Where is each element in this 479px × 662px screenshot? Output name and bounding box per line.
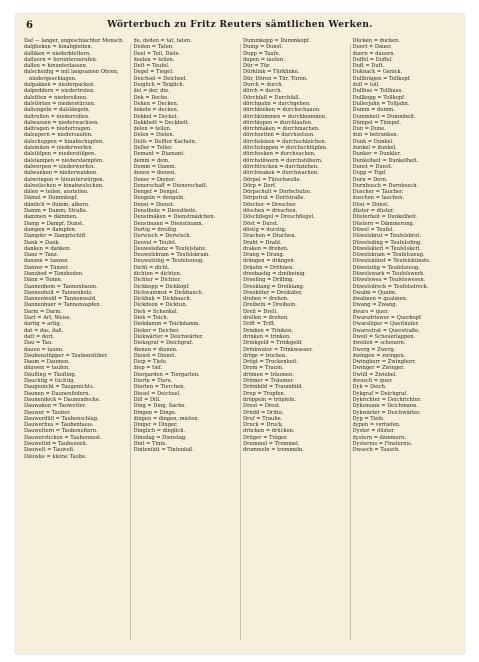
dictionary-entry: dalliken = niederklettern. [24,50,91,57]
dictionary-entry: dörchmaken = durchmachen. [243,126,320,133]
dictionary-entry: Dyksmann = Deichmann. [352,403,419,410]
dictionary-entry: Düwelsdreck = Teufelsdreck. [352,283,429,290]
dictionary-entry: Dämel = Dummkopf. [24,195,78,202]
dictionary-entry: Durnbusch = Dornbusch. [352,182,419,189]
dictionary-entry: Dauwersticken = Taubennest. [24,434,102,441]
dictionary-entry: Draht = Draht. [243,239,282,246]
dictionary-entry: drehen = drehen. [243,296,289,303]
dictionary-entry: drellen = drehen. [243,315,289,322]
dictionary-entry: dalstülpen = niederstülpen. [24,151,96,158]
dictionary-entry: dwars = quer. [352,308,389,315]
dictionary-entry: Dinger = Dinger. [133,422,178,429]
dictionary-entry: dweilen = scheuern. [352,340,406,347]
dictionary-entry: Dierten = Tierchen. [133,384,186,391]
dictionary-page [16,14,464,654]
dictionary-entry: Drüger = Träger. [243,434,288,441]
dictionary-entry: Deller = Teller. [133,145,173,152]
dictionary-entry: Däuwke = kleine Taube. [24,453,87,460]
dictionary-entry: Daf — langer, ungeschlachter Mensch. [24,38,125,44]
dictionary-entry: deelen = teilen. [133,56,175,63]
dictionary-entry: Dyk = Deich. [352,384,387,391]
dictionary-entry: Düwelskierl = Teufelskerl. [352,245,422,252]
dictionary-entry: Dannenbom = Tannenbaum. [24,283,98,290]
dictionary-entry: dekeln = decken. [133,107,179,114]
dictionary-entry: dalstampen = niederstampfen. [24,157,104,164]
dictionary-entry: Dampfer = Dampfschiff. [24,233,87,240]
column-4 [353,38,457,648]
dictionary-entry: Dieh = Schenkel. [133,308,179,315]
dictionary-entry: Denstbote = Dienstbote. [133,208,198,215]
dictionary-entry: Dauweltern = Taubeneltern. [24,428,98,435]
dictionary-entry: Düwelsding = Teufelsding. [352,239,422,246]
dictionary-entry: dienen = dienen. [133,346,178,353]
dictionary-entry: denen = dienen. [133,170,176,177]
dictionary-entry: dat = das, daß. [24,327,64,334]
dictionary-entry: Dieksgraf = Deichgraf. [133,340,193,347]
dictionary-entry: dystern = dämmern. [352,434,406,441]
dictionary-entry: Durch = durch. [243,82,284,89]
dictionary-entry: dingen = dingen, mieten. [133,415,200,422]
dictionary-entry: dalsitten = niedersitzen. [24,94,88,101]
dictionary-entry: Diep = Tiefe. [133,359,168,366]
dictionary-entry: danzen = tanzen. [24,258,70,265]
dictionary-entry: Dyster = düster. [352,428,395,435]
dictionary-entry: Dank = Dank. [24,239,61,246]
dictionary-entry: dypen = vertiefen. [352,422,401,429]
dictionary-entry: Dykwärter = Deichwärter. [352,409,421,416]
dictionary-entry: Düstern = Dämmerung. [352,220,415,227]
dictionary-entry: Dauwerhus = Taubenhaus. [24,422,94,429]
dictionary-entry: Dill = Dill. [133,396,161,403]
dictionary-entry: Dickdoon = Dicktun. [133,302,188,309]
dictionary-entry: Dintenfatt = Tintenfaß. [133,447,194,454]
dictionary-entry: dauen = tauen. [24,346,64,353]
dictionary-entry: düster = düster. [352,208,395,215]
dictionary-entry: Dänn = Tenne. [24,277,63,284]
dictionary-entry: dalpakken = niederpacken. [24,82,95,89]
dictionary-entry: Dertig = dreißig. [133,226,178,233]
dictionary-entry: Dörpstrat = Dorfstraße. [243,195,306,202]
dictionary-entry: Düwelstüg = Teufelszeug. [352,264,420,271]
dictionary-entry: Denerschaft = Dienerschaft. [133,182,208,189]
dictionary-entry: Dener = Diener. [133,176,176,183]
dictionary-entry: dörchkieken = durchschauen. [243,107,321,114]
dictionary-entry: Drögt = Trockenheit. [243,359,299,366]
dictionary-entry: Dickbuk = Dickbauch. [133,296,192,303]
dictionary-entry: Duft = Duft. [352,63,385,70]
dictionary-entry: Düwelskünst = Teufelskünste. [352,258,431,265]
dictionary-entry: Dräuhn = Dröhnen. [243,264,294,271]
dictionary-entry: Danzbod = Tanzboden. [24,270,84,277]
dictionary-entry: Dyp = Tiefe. [352,415,385,422]
dictionary-entry: Drinkgeld = Trinkgeld. [243,340,303,347]
dictionary-entry: Daum = Daumen. [24,359,70,366]
dictionary-entry: Dau = Tau. [24,340,53,347]
dictionary-entry: Deken = Decken. [133,100,179,107]
dictionary-entry: Durn = Dorn. [352,176,388,183]
dictionary-entry: dreebastig = dreibeinig. [243,270,307,277]
dictionary-entry: dalluern = herunterzurufen. [24,56,98,63]
dictionary-entry: dörchsleken = durchschleichen. [243,138,327,145]
dictionary-entry: dwalmen = qualmen. [352,296,408,303]
column-1 [24,38,128,648]
running-title: Wörterbuch zu Fritz Reuters sämtlichen Werken. [107,20,373,30]
dictionary-entry: dartig = artig. [24,321,62,328]
dictionary-entry: Dücken = ducken. [352,38,401,44]
dictionary-entry: dörchtrecken = durchziehen. [243,163,319,170]
dictionary-entry: Dysternis = Finsternis. [352,441,413,447]
dictionary-entry: dörchkümmen = durchkommen. [243,113,327,120]
dictionary-entry: Dierte = Tiere. [133,378,173,385]
dictionary-entry: dalwerpen = niederwerfen. [24,163,96,170]
dictionary-entry: Dweil = Scheuerlappen. [352,333,416,340]
dictionary-entry: duern = dauern. [352,50,396,57]
dictionary-entry: Dauwerdüll = Taubenschlag. [24,415,99,422]
dictionary-entry: dei = der, die. [133,88,170,95]
dictionary-entry: dalsupern = niedersaufen. [24,132,93,139]
dictionary-entry: Dunkelheit = Dunkelheit. [352,157,419,164]
dictionary-entry: Dummkopp = Dummkopf. [243,38,310,44]
dictionary-entry: Dingen = Dinge. [133,409,177,416]
dictionary-entry: Derwisch = Derwisch. [133,233,192,240]
dictionary-entry: däuwen = taufen. [24,365,70,372]
dictionary-entry: Dwerg = Zwerg. [352,346,396,353]
column-3 [243,38,347,648]
dictionary-entry: Dauwelt = Tauwelt. [24,447,75,454]
dictionary-entry: Dykgraf = Deichgraf. [352,390,408,397]
dictionary-entry: dalpeddern = niedertreten. [24,88,96,95]
dictionary-entry: Dieker = Deicher. [133,327,180,334]
dictionary-entry: Dümpel = Tümpel. [352,119,402,126]
dictionary-entry: Dupp = Topf. [352,170,387,177]
dictionary-entry: de, deden = tat, taten. [133,38,192,44]
dictionary-entry: Düwelswes = Teufelswesen. [352,277,426,284]
dictionary-entry: Duknack = Genick. [352,69,403,76]
dictionary-entry: Dwüll = Zwiebel. [352,371,398,378]
dictionary-entry: Duscher = Taucher. [352,189,404,196]
dictionary-entry: Drift = Trift. [243,321,276,328]
dictionary-entry: dörchsoken = durchsuchen. [243,151,316,158]
dictionary-entry: Döst = Durst. [243,220,279,227]
dictionary-entry: Drüdd = Dritte. [243,409,284,416]
dictionary-entry: dälen = teilen, austeilen. [24,189,89,196]
dictionary-entry: Dickwammst = Dickbauch. [133,289,204,296]
dictionary-entry: Drang = Drang. [243,252,285,259]
dictionary-entry: Danzer = Tänzer. [24,264,69,271]
dictionary-entry: dwusch = quer. [352,378,393,385]
dictionary-entry: Drachen = Drachen. [243,233,297,240]
dictionary-entry: Delfs = Delfter Kacheln. [133,138,197,145]
dictionary-entry: Dörpschult = Dorfschulze. [243,189,312,196]
dictionary-entry: Drinken = Trinken. [243,327,294,334]
dictionary-entry: Dicht = dicht. [133,264,170,271]
dictionary-entry: Degel = Tiegel. [133,69,174,76]
dictionary-entry: drücken = drücken. [243,428,295,435]
dictionary-entry: dammen = dämmen. [24,214,78,221]
dictionary-entry: dörchgahn = durchgehen. [243,100,311,107]
dictionary-entry: Döschflegel = Dreschflegel. [243,214,315,221]
dictionary-entry: Dür = Tür. [243,63,271,70]
dictionary-entry: Damm = Damm, Straße. [24,208,88,215]
dictionary-entry: dalwelschen = hinabwelschen. [24,182,104,189]
dictionary-entry: Dörp = Dorf. [243,182,277,189]
dictionary-entry: Düwel = Teufel. [352,226,394,233]
dictionary-entry: Dunk = Dunkel. [352,138,394,145]
dictionary-entry: Dullkopp = Tollkopf. [352,94,406,101]
dictionary-entry: Dwinger = Zwinger. [352,365,405,372]
dictionary-entry: dörchsetten = durchsetzen. [243,132,315,139]
dictionary-entry: dallen = hinunterlassen. [24,63,88,70]
dictionary-entry: dalwanken = niederwanken. [24,170,98,177]
dictionary-entry: Duffel = Duffel. [352,56,393,63]
dictionary-entry: Ding = Ding, Sache. [133,403,187,410]
dictionary-entry: döstig = durstig. [243,226,287,233]
dictionary-entry: Dannenbuer = Tannenzapfen. [24,302,102,309]
dictionary-entry: dröge = trocken. [243,352,287,359]
dictionary-entry: dull = toll. [352,82,380,89]
dictionary-entry: dörchstöwern = durchstöbern. [243,157,323,164]
dictionary-entry: Daubenstüpper = Taubenstüber. [24,352,108,359]
dictionary-entry: Deuvel = Teufel. [133,239,177,246]
dictionary-entry: Deuwelstüg = Teufelszeug. [133,258,204,265]
dictionary-entry: Drömbild = Traumbild. [243,384,304,391]
dictionary-entry: Dek = Decke. [133,94,169,101]
dictionary-entry: Drinkwater = Trinkwasser. [243,346,313,353]
dictionary-entry: Dullerjahn = Tolljahn. [352,100,410,107]
dictionary-entry: Dreibein = Dreibein. [243,302,297,309]
dictionary-entry: Demm = Damm. [133,163,177,170]
dictionary-entry: Demant = Diamant. [133,151,185,158]
dictionary-entry: datt = dort. [24,333,55,340]
dictionary-entry: Dannenholt = Tannenholz. [24,289,93,296]
dictionary-entry: duschen = tauchen. [352,195,405,202]
dictionary-entry: Dwarsdriewer = Querkopf. [352,315,423,322]
dictionary-entry: Darm = Darm. [24,308,62,315]
dictionary-entry: Dwarslöper = Querläufer. [352,321,420,328]
dictionary-entry: Denstmann = Dienstmann. [133,220,204,227]
dictionary-entry: Döscher = Drescher. [243,201,297,208]
dictionary-entry: Dreeklang = Dreiklang. [243,283,305,290]
dictionary-entry: draken = drehen. [243,245,289,252]
dictionary-entry: Daunendeck = Daunendecke. [24,396,101,403]
dictionary-entry: Deichsel = Deichsel. [133,75,187,82]
dictionary-entry: Daugenicht = Taugenichts. [24,384,95,391]
dictionary-entry: drinken = trinken. [243,333,291,340]
dictionary-entry: Dörpel = Türschwelle. [243,176,302,183]
dictionary-entry: Düwelsbrut = Teufelsbrut. [352,233,422,240]
dictionary-entry: Delen = Dielen. [133,132,175,139]
dictionary-entry: Dwingherr = Zwingherr. [352,359,417,366]
dictionary-entry: Duert = Dauer. [352,44,392,51]
dictionary-entry: dichten = dichten. [133,270,182,277]
dictionary-entry: Dwarsstrat = Querstraße. [352,327,420,334]
dictionary-entry: Dekkbett = Deckbett. [133,119,190,126]
dictionary-entry: dampen = dampfen. [24,226,77,233]
dictionary-entry: Deuwelskram = Teufelskram. [133,252,210,259]
dictionary-entry: Dannenwold = Tannenwald. [24,296,97,303]
dictionary-entry: Düwelskram = Teufelszeug. [352,252,425,259]
dictionary-entry: dörchsluppen = durchschlüpfen. [243,145,328,152]
dictionary-entry: Dekkel = Deckel. [133,113,179,120]
dictionary-entry: Dunker = Dunkler. [352,151,402,158]
dictionary-entry: demm = dem. [133,157,170,164]
dictionary-entry: Dinsdag = Dienstag. [133,434,187,441]
dictionary-entry: dalglieken = hinabgleiten. [24,44,93,51]
dictionary-entry: daltragen = niedertragen. [24,126,92,133]
dictionary-entry: Dickkopp = Dickkopf. [133,283,190,290]
dictionary-entry: Düst = Dunst. [352,201,389,208]
dictionary-entry: dunkel = dunkel. [352,145,397,152]
dictionary-entry: Deden = Taten. [133,44,174,51]
dictionary-entry: Dienst = Dienst. [133,352,176,359]
dictionary-entry: Dullbrägen = Tollkopf. [352,75,411,82]
dictionary-entry: dalscheidig = mit langsamen Ohren, niedergeschlagen. [24,69,119,82]
dictionary-entry: Dwalm = Qualm. [352,289,397,296]
dictionary-entry: Denstmäken = Dienstmädchen. [133,214,216,221]
dictionary-entry: dröppeln = tröpfeln. [243,396,296,403]
dictionary-entry: dun = betrunken. [352,132,399,139]
dictionary-entry: Dürklink = Türklinke. [243,69,300,76]
dictionary-entry: Dreeling = Drilling. [243,277,295,284]
dictionary-entry: Dengel = Dengel. [133,189,180,196]
dictionary-entry: Drummel = Trommel. [243,441,300,447]
dictionary-entry: dörch = durch. [243,88,283,95]
column-2 [134,38,238,648]
dictionary-entry: Drop = Tropfen. [243,390,286,397]
dictionary-entry: Drost = Drost. [243,403,281,410]
dictionary-entry: Dwang = Zwang. [352,302,398,309]
dictionary-entry: Dauwaken = Tauwetter. [24,403,86,410]
dictionary-entry: Dykrichter = Deichrichter. [352,396,422,403]
page-number: 6 [26,20,33,31]
dictionary-entry: Damp = Dampf, Dunst. [24,220,84,227]
dictionary-entry: Drom = Traum. [243,365,284,372]
dictionary-entry: Dinglich = dinglich. [133,428,186,435]
dictionary-entry: drängen = drängen. [243,258,296,265]
dictionary-entry: Düsterheit = Dunkelheit. [352,214,418,221]
dictionary-entry: Druck = Druck. [243,422,284,429]
dictionary-entry: Dunst = Dunst. [352,163,393,170]
dictionary-entry: Drell = Drell. [243,308,278,315]
dictionary-entry: Dun = Dune. [352,126,386,133]
dictionary-entry: daltrollen = niederrollen. [24,113,90,120]
dictionary-entry: Denst = Dienst. [133,201,175,208]
dictionary-entry: dörchlopen = durchlaufen. [243,119,313,126]
dictionary-entry: Diek = Teich. [133,315,169,322]
dictionary-entry: dalschuppen = hinabschupfen. [24,138,104,145]
dictionary-entry: dalwassen = niederwachsen. [24,119,100,126]
dictionary-entry: Daunen = Daunenfedern. [24,390,90,397]
dictionary-entry: Dint = Tinte. [133,441,168,447]
dictionary-entry: döschen = dreschen. [243,208,298,215]
dictionary-entry: dalsmiten = niederwerfen. [24,145,94,152]
dictionary-entry: Deel = Teil, Diele. [133,50,181,57]
dictionary-entry: Dauwer = Tauber. [24,409,71,416]
dictionary-entry: Dart = Art, Weise. [24,315,72,322]
dictionary-entry: Dür, Dören = Tür, Türen. [243,75,308,82]
dictionary-entry: Dengeln = dengeln. [133,195,185,202]
dictionary-entry: Dumm = dumm. [352,107,395,114]
dictionary-entry: Düwelswark = Teufelswerk. [352,270,425,277]
dictionary-entry: Danz = Tanz. [24,252,59,259]
dictionary-entry: Diergarden = Tiergarten. [133,371,200,378]
dictionary-entry: daltengeln = dalslängeln. [24,107,91,114]
dictionary-entry: Dump = Dunst. [243,44,283,51]
dictionary-entry: Dreeköter = Dreikäter. [243,289,303,296]
dictionary-entry: Dauchtig = tüchtig. [24,378,75,385]
dictionary-entry: dalstörten = niederstürzen. [24,100,96,107]
dictionary-entry: Dupp = Taufe. [243,50,281,57]
dictionary-entry: Diekdamm = Teichdamm. [133,321,201,328]
dictionary-entry: dupen = taufen. [243,56,285,63]
dictionary-entry: danken = danken. [24,245,72,252]
dictionary-entry: Deft = Teufel. [133,63,170,70]
dictionary-entry: drummeln = trommeln. [243,447,304,454]
dictionary-entry: dalwringen = hinunterwürgen. [24,176,105,183]
dictionary-entry: dwingen = zwingen. [352,352,406,359]
dictionary-entry: Dwasch = Tausch. [352,447,400,454]
dictionary-entry: dörchwaken = durchwachen. [243,170,319,177]
dictionary-entry: Dummheit = Dummheit. [352,113,416,120]
dictionary-entry: Diekwärter = Deichwärter. [133,333,204,340]
dictionary-entry: diep = tief. [133,365,163,372]
dictionary-entry: Dauweltid = Taubenzeit. [24,441,88,447]
dictionary-entry: dämlich = dumm, albern. [24,201,90,208]
dictionary-entry: Dichter = Dichter. [133,277,181,284]
dictionary-entry: Deiglich = Teiglich. [133,82,185,89]
dictionary-entry: Drömer = Träumer. [243,378,294,385]
dictionary-entry: drömen = träumen. [243,371,294,378]
dictionary-entry: Dörchfall = Durchfall. [243,94,301,101]
dictionary-entry: delen = teilen. [133,126,172,133]
dictionary-entry: Diesel = Deichsel. [133,390,181,397]
dictionary-entry: Druf = Traube. [243,415,283,422]
dictionary-entry: Deuwelsdanz = Teufelstanz. [133,245,207,252]
dictionary-entry: Däufling = Täufling. [24,371,77,378]
dictionary-entry: Dullhus = Tollhaus. [352,88,403,95]
dictionary-columns [24,38,456,648]
page-header [16,20,464,34]
